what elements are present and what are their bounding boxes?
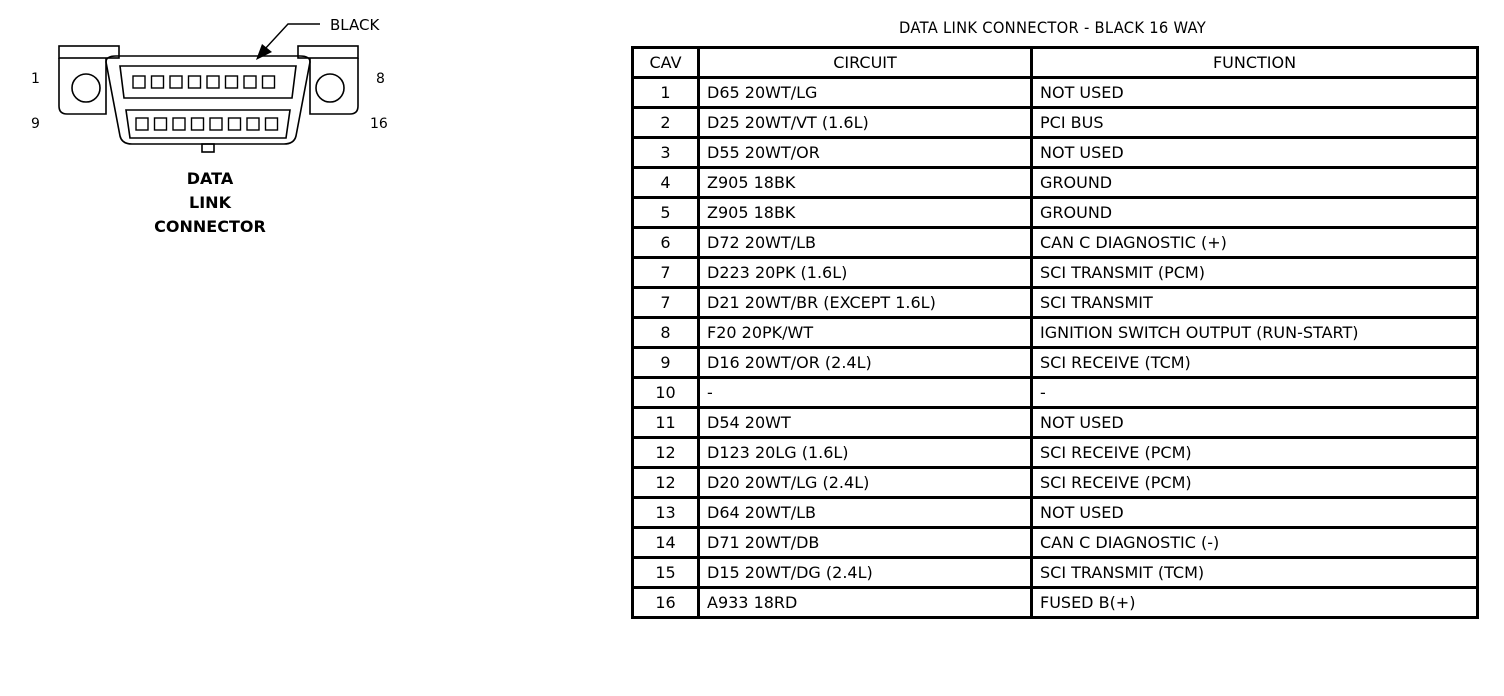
cav-cell: 4 bbox=[633, 168, 699, 198]
cav-cell: 14 bbox=[633, 528, 699, 558]
circuit-cell: D54 20WT bbox=[699, 408, 1032, 438]
table-row bbox=[633, 318, 1478, 348]
function-cell: SCI TRANSMIT (PCM) bbox=[1032, 258, 1478, 288]
pin-label-1: 1 bbox=[31, 71, 40, 87]
circuit-cell: D123 20LG (1.6L) bbox=[699, 438, 1032, 468]
cav-cell: 9 bbox=[633, 348, 699, 378]
cav-cell: 2 bbox=[633, 108, 699, 138]
pin-cavity bbox=[244, 76, 256, 88]
table-body bbox=[633, 78, 1478, 618]
table-row bbox=[633, 348, 1478, 378]
function-cell: CAN C DIAGNOSTIC (+) bbox=[1032, 228, 1478, 258]
cav-cell: 1 bbox=[633, 78, 699, 108]
circuit-cell: F20 20PK/WT bbox=[699, 318, 1032, 348]
connector-housing bbox=[59, 46, 358, 152]
circuit-cell: D15 20WT/DG (2.4L) bbox=[699, 558, 1032, 588]
table-row bbox=[633, 498, 1478, 528]
pin-cavity bbox=[133, 76, 145, 88]
pin-cavity bbox=[155, 118, 167, 130]
function-cell: NOT USED bbox=[1032, 138, 1478, 168]
cav-cell: 13 bbox=[633, 498, 699, 528]
circuit-cell: D223 20PK (1.6L) bbox=[699, 258, 1032, 288]
pin-cavity bbox=[192, 118, 204, 130]
cav-cell: 10 bbox=[633, 378, 699, 408]
circuit-cell: D16 20WT/OR (2.4L) bbox=[699, 348, 1032, 378]
circuit-cell: D20 20WT/LG (2.4L) bbox=[699, 468, 1032, 498]
circuit-cell: A933 18RD bbox=[699, 588, 1032, 618]
pin-row-top bbox=[133, 76, 275, 88]
pin-cavity bbox=[173, 118, 185, 130]
circuit-cell: Z905 18BK bbox=[699, 168, 1032, 198]
function-cell: NOT USED bbox=[1032, 498, 1478, 528]
function-cell: FUSED B(+) bbox=[1032, 588, 1478, 618]
function-cell: IGNITION SWITCH OUTPUT (RUN-START) bbox=[1032, 318, 1478, 348]
table-row bbox=[633, 468, 1478, 498]
cav-cell: 6 bbox=[633, 228, 699, 258]
table-row bbox=[633, 138, 1478, 168]
connector-caption bbox=[154, 169, 266, 236]
color-callout bbox=[256, 16, 380, 60]
table-row bbox=[633, 198, 1478, 228]
pin-label-9: 9 bbox=[31, 116, 40, 132]
header-function: FUNCTION bbox=[1032, 48, 1478, 78]
cav-cell: 11 bbox=[633, 408, 699, 438]
table-row bbox=[633, 108, 1478, 138]
table-row bbox=[633, 528, 1478, 558]
cav-cell: 15 bbox=[633, 558, 699, 588]
table-row bbox=[633, 408, 1478, 438]
table-title: DATA LINK CONNECTOR - BLACK 16 WAY bbox=[899, 18, 1206, 37]
table-row bbox=[633, 258, 1478, 288]
table-row bbox=[633, 288, 1478, 318]
function-cell: SCI RECEIVE (PCM) bbox=[1032, 438, 1478, 468]
connector-diagram bbox=[0, 0, 420, 260]
function-cell: CAN C DIAGNOSTIC (-) bbox=[1032, 528, 1478, 558]
cav-cell: 5 bbox=[633, 198, 699, 228]
header-cav: CAV bbox=[633, 48, 699, 78]
cav-cell: 16 bbox=[633, 588, 699, 618]
header-circuit: CIRCUIT bbox=[699, 48, 1032, 78]
caption-line-2: LINK bbox=[189, 193, 231, 212]
circuit-cell: Z905 18BK bbox=[699, 198, 1032, 228]
function-cell: NOT USED bbox=[1032, 78, 1478, 108]
pin-cavity bbox=[229, 118, 241, 130]
table-row bbox=[633, 228, 1478, 258]
table-row bbox=[633, 78, 1478, 108]
table-row bbox=[633, 168, 1478, 198]
cav-cell: 8 bbox=[633, 318, 699, 348]
function-cell: SCI TRANSMIT (TCM) bbox=[1032, 558, 1478, 588]
pin-cavity bbox=[207, 76, 219, 88]
circuit-cell: D72 20WT/LB bbox=[699, 228, 1032, 258]
circuit-cell: D21 20WT/BR (EXCEPT 1.6L) bbox=[699, 288, 1032, 318]
color-label: BLACK bbox=[330, 16, 380, 34]
cav-cell: 3 bbox=[633, 138, 699, 168]
function-cell: NOT USED bbox=[1032, 408, 1478, 438]
circuit-cell: D71 20WT/DB bbox=[699, 528, 1032, 558]
table-header-row bbox=[633, 48, 1478, 78]
caption-line-3: CONNECTOR bbox=[154, 217, 266, 236]
function-cell: GROUND bbox=[1032, 168, 1478, 198]
function-cell: SCI RECEIVE (PCM) bbox=[1032, 468, 1478, 498]
pin-cavity bbox=[210, 118, 222, 130]
pin-cavity bbox=[152, 76, 164, 88]
function-cell: - bbox=[1032, 378, 1478, 408]
function-cell: SCI RECEIVE (TCM) bbox=[1032, 348, 1478, 378]
circuit-cell: - bbox=[699, 378, 1032, 408]
pin-label-16: 16 bbox=[370, 116, 388, 132]
pin-cavity bbox=[263, 76, 275, 88]
pin-cavity bbox=[266, 118, 278, 130]
pin-label-8: 8 bbox=[376, 71, 385, 87]
cav-cell: 12 bbox=[633, 438, 699, 468]
circuit-cell: D55 20WT/OR bbox=[699, 138, 1032, 168]
function-cell: PCI BUS bbox=[1032, 108, 1478, 138]
table-row bbox=[633, 438, 1478, 468]
pin-cavity bbox=[136, 118, 148, 130]
table-row bbox=[633, 588, 1478, 618]
cav-cell: 7 bbox=[633, 258, 699, 288]
cav-cell: 12 bbox=[633, 468, 699, 498]
pin-cavity bbox=[189, 76, 201, 88]
function-cell: SCI TRANSMIT bbox=[1032, 288, 1478, 318]
circuit-cell: D64 20WT/LB bbox=[699, 498, 1032, 528]
circuit-cell: D25 20WT/VT (1.6L) bbox=[699, 108, 1032, 138]
arrowhead-icon bbox=[256, 44, 272, 60]
caption-line-1: DATA bbox=[186, 169, 234, 188]
cav-cell: 7 bbox=[633, 288, 699, 318]
pin-cavity bbox=[170, 76, 182, 88]
pin-cavity bbox=[226, 76, 238, 88]
pin-cavity bbox=[247, 118, 259, 130]
table-row bbox=[633, 558, 1478, 588]
pin-row-bottom bbox=[136, 118, 278, 130]
table-row bbox=[633, 378, 1478, 408]
circuit-cell: D65 20WT/LG bbox=[699, 78, 1032, 108]
pinout-table bbox=[631, 46, 1479, 619]
function-cell: GROUND bbox=[1032, 198, 1478, 228]
